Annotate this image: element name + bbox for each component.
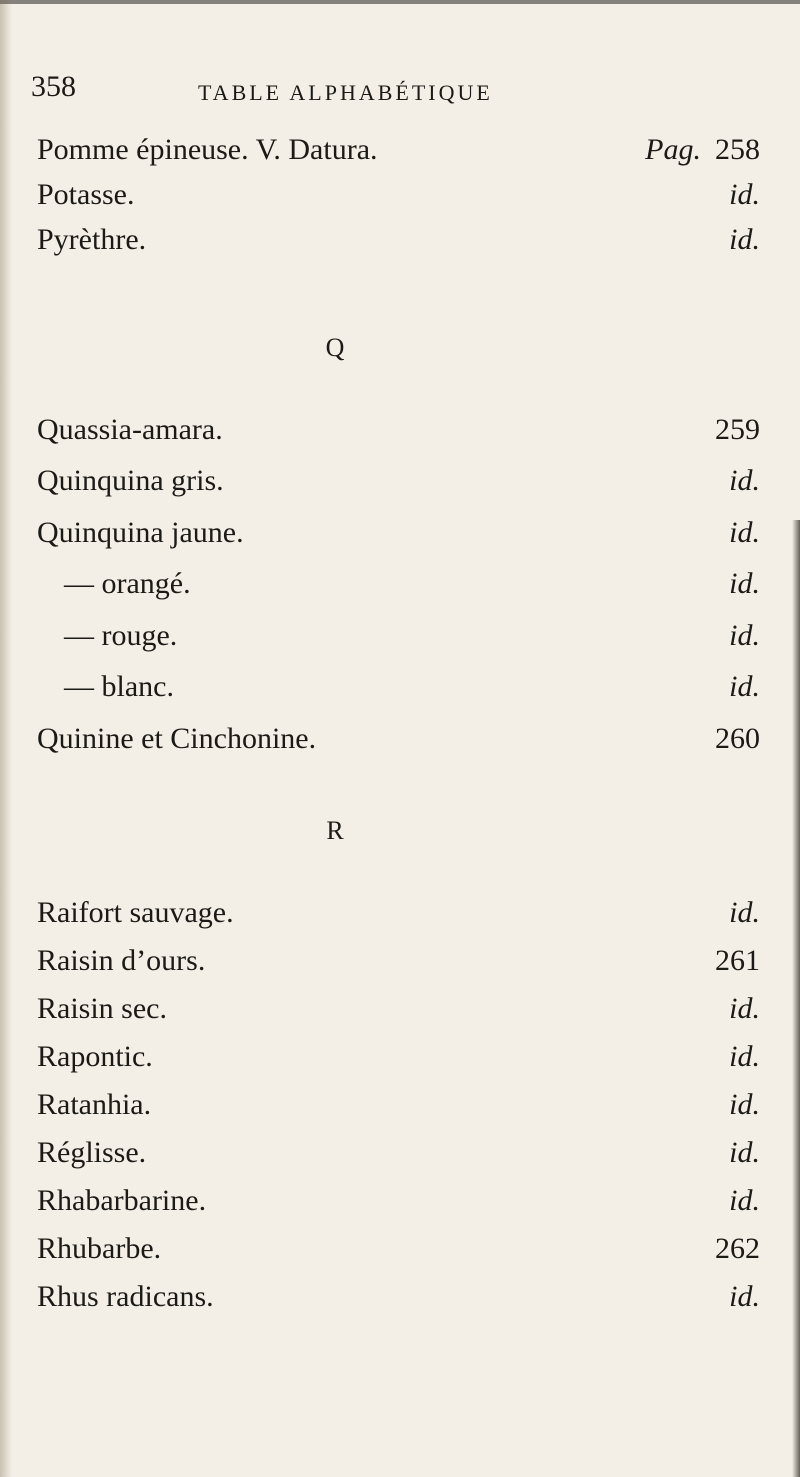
entry-ref: id. [729,1088,760,1121]
entry-name: Raisin d’ours. [37,944,206,977]
index-entry [0,464,800,504]
entry-name: Rhus radicans. [37,1280,214,1313]
index-entry [0,567,800,607]
index-entry [0,992,800,1032]
page-number: 358 [31,70,76,103]
page-header [31,70,631,115]
entry-name: Ratanhia. [37,1088,152,1121]
index-entry [0,1232,800,1272]
entry-ref: id. [729,516,760,549]
entry-ref: id. [729,670,760,703]
entry-page: 258 [715,133,760,166]
index-entry [0,178,800,218]
running-title: TABLE ALPHABÉTIQUE [198,80,493,105]
entry-ref: id. [729,1136,760,1169]
entry-name: Raifort sauvage. [37,896,234,929]
entry-ref: 262 [715,1232,760,1265]
entry-ref: 260 [715,722,760,755]
index-entry [0,1040,800,1080]
entry-ref: id. [729,896,760,929]
pag-label: Pag. [645,133,701,166]
entry-name: Quinquina jaune. [37,516,244,549]
index-entry [0,619,800,659]
entry-name: Quassia-amara. [37,413,223,446]
index-entry [0,896,800,936]
entry-name: Rhubarbe. [37,1232,162,1265]
index-entry [0,1088,800,1128]
entry-ref: id. [729,567,760,600]
section-letter-r: R [326,816,344,845]
index-entry [0,133,800,173]
index-entry [0,1136,800,1176]
entry-name: Réglisse. [37,1136,147,1169]
entry-ref: id. [729,992,760,1025]
entry-ref: id. [729,223,760,256]
entry-ref: id. [729,1040,760,1073]
entry-ref: id. [729,178,760,211]
index-entry [0,1184,800,1224]
entry-name: — orangé. [64,567,191,600]
index-entry [0,1280,800,1320]
entry-name: Quinquina gris. [37,464,224,497]
page-top-edge [0,0,800,4]
entry-ref: id. [729,1280,760,1313]
index-entry [0,413,800,453]
entry-name: Potasse. [37,178,135,211]
entry-ref: 261 [715,944,760,977]
entry-name: Pomme épineuse. V. Datura. [37,133,378,166]
entry-ref [640,133,760,167]
entry-name: Pyrèthre. [37,223,147,256]
entry-name: — rouge. [64,619,178,652]
index-entry [0,516,800,556]
entry-ref: id. [729,1184,760,1217]
index-entry [0,223,800,263]
entry-ref: id. [729,619,760,652]
entry-name: — blanc. [64,670,174,703]
entry-name: Rhabarbarine. [37,1184,207,1217]
index-entry [0,944,800,984]
index-entry [0,722,800,762]
entry-name: Raisin sec. [37,992,167,1025]
entry-name: Quinine et Cinchonine. [37,722,317,755]
entry-ref: id. [729,464,760,497]
section-letter-q: Q [325,333,345,362]
index-entry [0,670,800,710]
entry-name: Rapontic. [37,1040,153,1073]
entry-ref: 259 [715,413,760,446]
